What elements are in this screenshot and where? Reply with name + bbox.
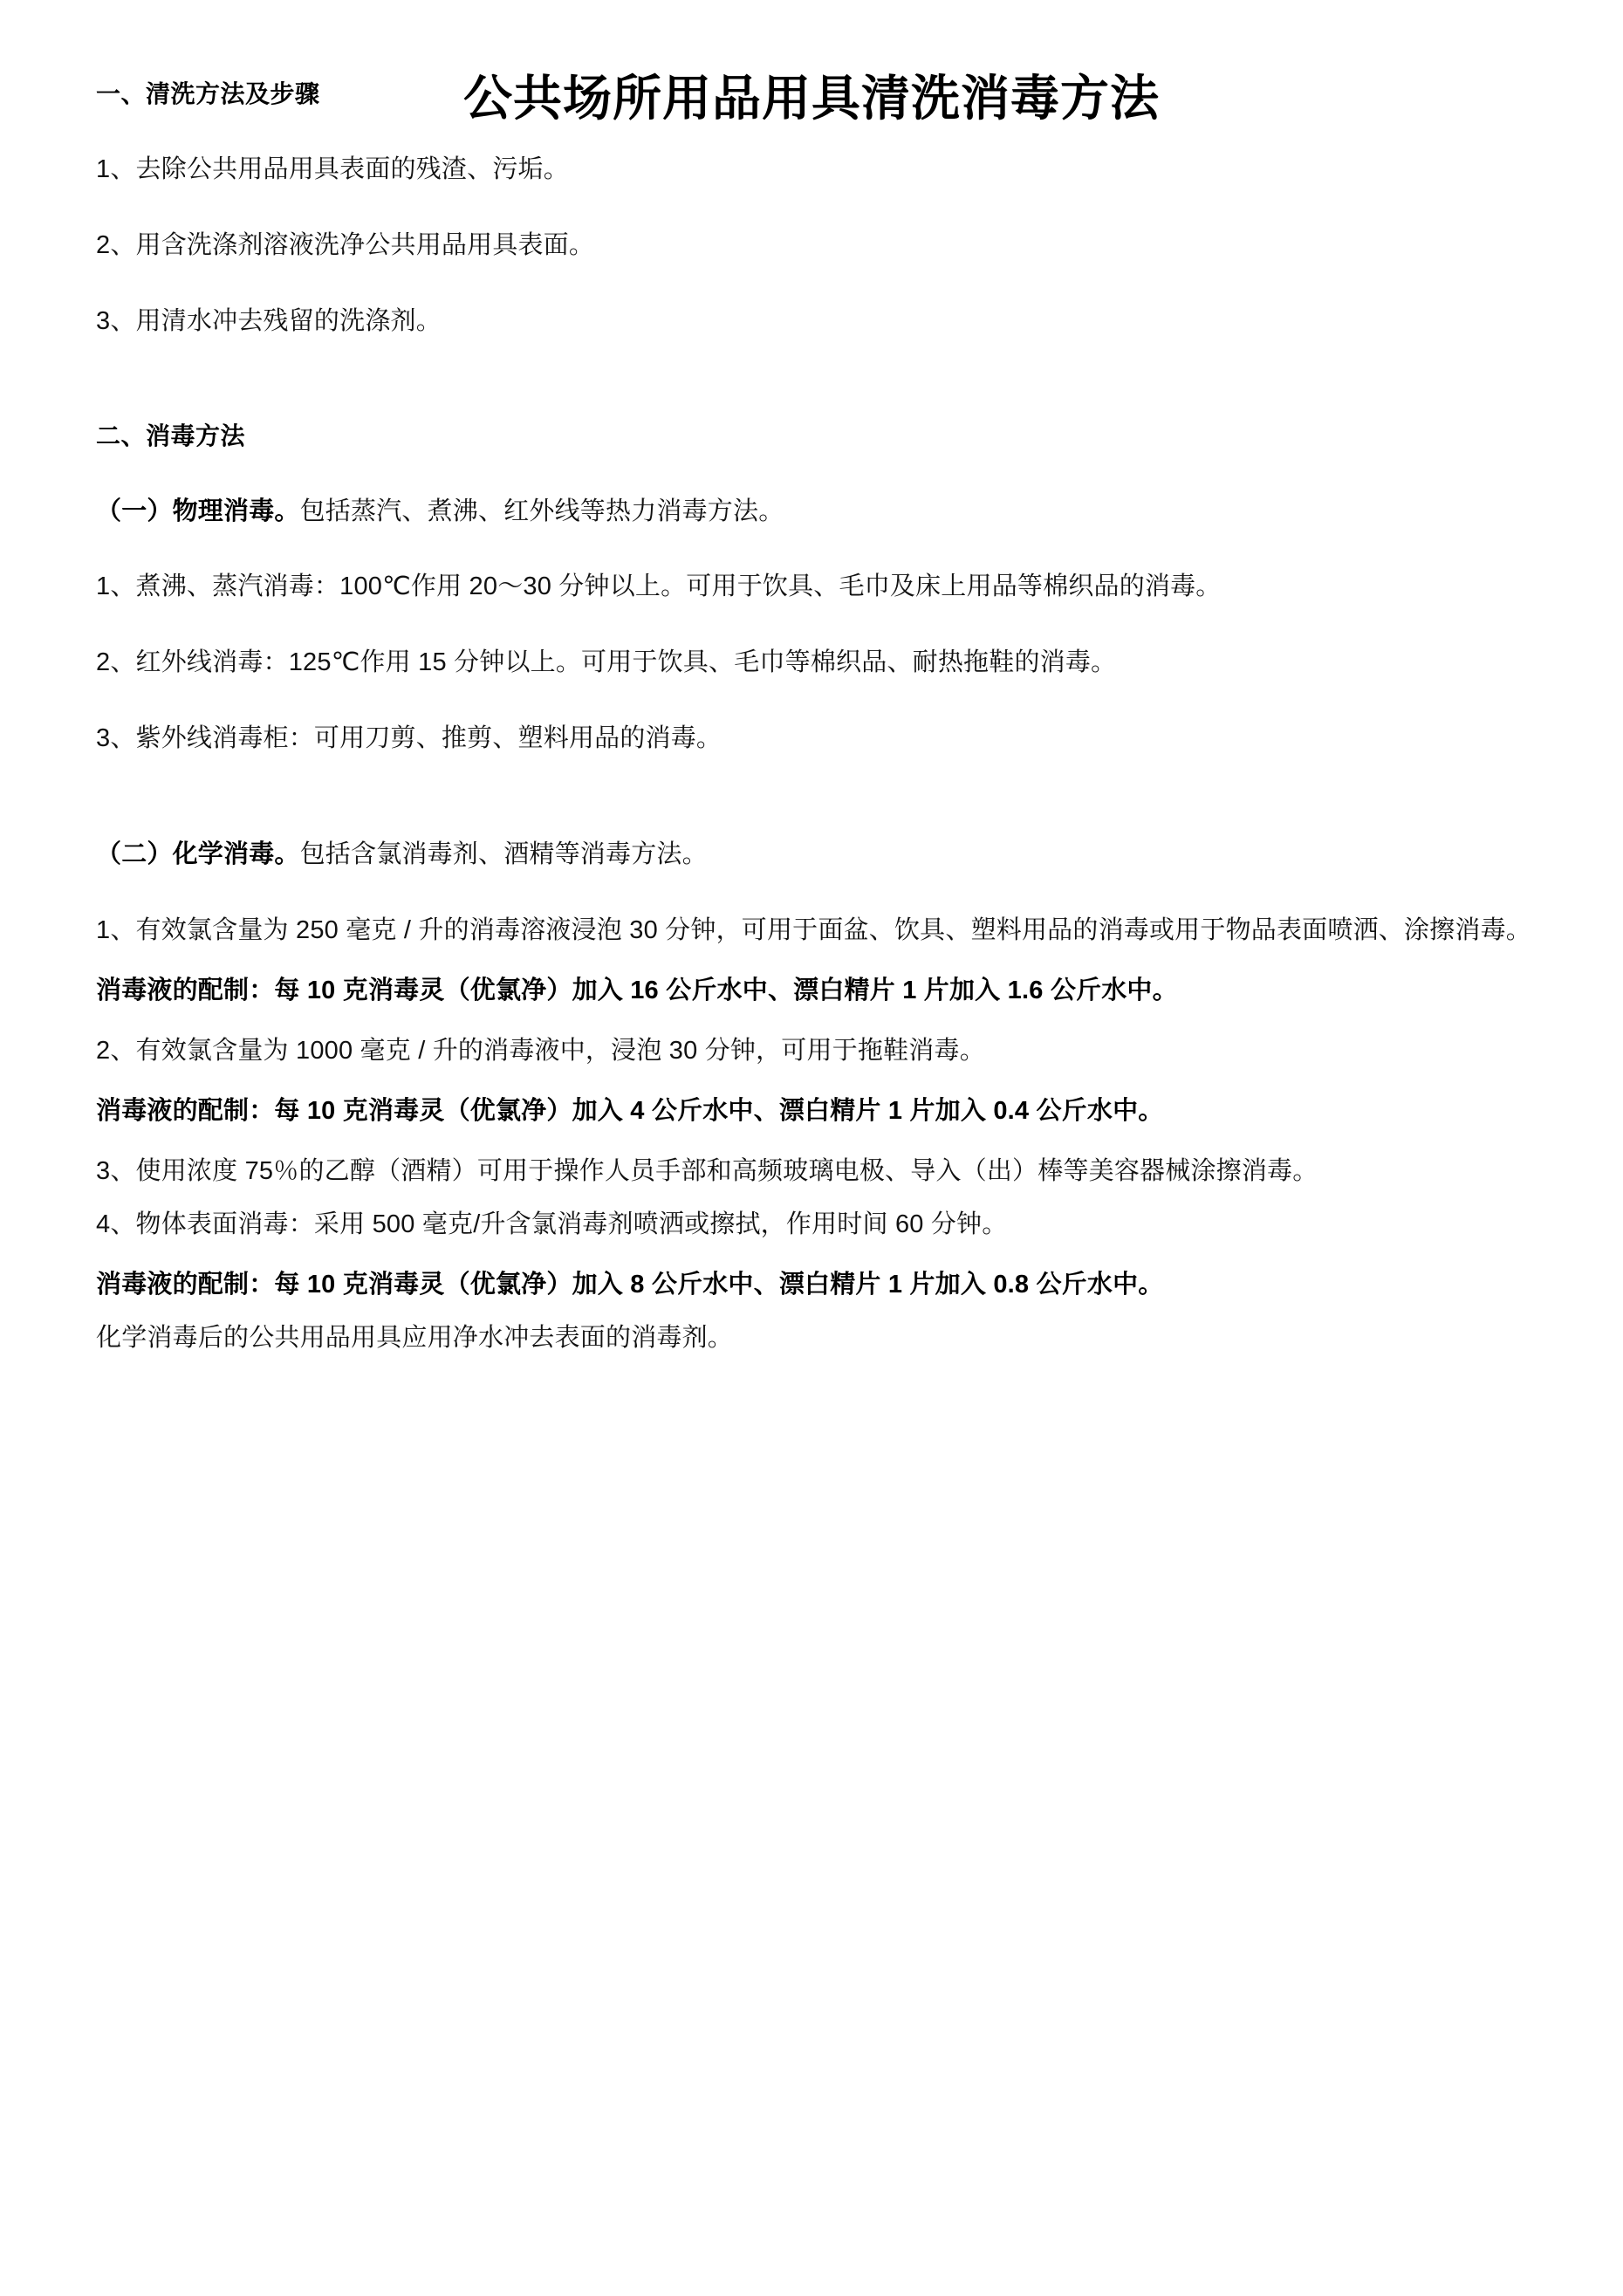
spacer: [96, 875, 1579, 910]
chemical-method-3: 3、使用浓度 75％的乙醇（酒精）可用于操作人员手部和高频玻璃电极、导入（出）棒等美容器械涂擦消毒。: [96, 1157, 1318, 1186]
spacer: [96, 951, 1579, 970]
spacer: [96, 456, 1579, 491]
subsection-chemical-disinfection: [96, 834, 1579, 875]
physical-method-1: 1、煮沸、蒸汽消毒：100℃作用 20～30 分钟以上。可用于饮具、毛巾及床上用品等棉织品的消毒。: [96, 572, 1222, 601]
spacer: [96, 342, 1579, 417]
solution-preparation-1: 消毒液的配制：每 10 克消毒灵（优氯净）加入 16 公斤水中、漂白精片 1 片加入 1.6 公斤水中。: [96, 977, 1178, 1005]
subsection-chemical-description: 包括含氯消毒剂、酒精等消毒方法。: [299, 840, 708, 869]
subsection-chemical-lead: （二）化学消毒。: [96, 840, 300, 869]
spacer: [96, 266, 1579, 301]
spacer: [96, 1245, 1579, 1265]
cleaning-step-2: 2、用含洗涤剂溶液洗净公共用品用具表面。: [96, 230, 595, 259]
chemical-method-1: 1、有效氯含量为 250 毫克 / 升的消毒溶液浸泡 30 分钟，可用于面盆、饮具、塑料用品的消毒或用于物品表面喷洒、涂擦消毒。: [96, 916, 1531, 945]
chemical-method-2: 2、有效氯含量为 1000 毫克 / 升的消毒液中，浸泡 30 分钟，可用于拖鞋消毒。: [96, 1037, 985, 1066]
spacer: [96, 1132, 1579, 1151]
spacer: [96, 1072, 1579, 1091]
solution-preparation-2: 消毒液的配制：每 10 克消毒灵（优氯净）加入 4 公斤水中、漂白精片 1 片加入 0.4 公斤水中。: [96, 1097, 1164, 1126]
cleaning-step-3: 3、用清水冲去残留的洗涤剂。: [96, 306, 442, 335]
spacer: [96, 1011, 1579, 1031]
document-body: [96, 0, 1579, 1359]
spacer: [96, 607, 1579, 642]
spacer: [96, 531, 1579, 566]
section-heading-cleaning: 一、清洗方法及步骤: [96, 80, 320, 107]
spacer: [96, 1306, 1579, 1318]
subsection-physical-lead: （一）物理消毒。: [96, 497, 300, 525]
spacer: [96, 0, 1579, 75]
spacer: [96, 1192, 1579, 1204]
spacer: [96, 114, 1579, 149]
subsection-physical-disinfection: [96, 491, 1579, 532]
section-heading-disinfection: 二、消毒方法: [96, 422, 246, 449]
physical-method-2: 2、红外线消毒：125℃作用 15 分钟以上。可用于饮具、毛巾等棉织品、耐热拖鞋的消毒。: [96, 648, 1117, 677]
page-title: 公共场所用品用具清洗消毒方法: [463, 71, 1160, 126]
cleaning-step-1: 1、去除公共用品用具表面的残渣、污垢。: [96, 154, 569, 183]
subsection-physical-description: 包括蒸汽、煮沸、红外线等热力消毒方法。: [299, 497, 784, 525]
physical-method-3: 3、紫外线消毒柜：可用刀剪、推剪、塑料用品的消毒。: [96, 724, 722, 753]
chemical-method-4: 4、物体表面消毒：采用 500 毫克/升含氯消毒剂喷洒或擦拭，作用时间 60 分钟。: [96, 1210, 1008, 1239]
closing-note: 化学消毒后的公共用品用具应用净水冲去表面的消毒剂。: [96, 1324, 734, 1353]
spacer: [96, 759, 1579, 834]
spacer: [96, 683, 1579, 718]
spacer: [96, 190, 1579, 225]
solution-preparation-3: 消毒液的配制：每 10 克消毒灵（优氯净）加入 8 公斤水中、漂白精片 1 片加入 0.8 公斤水中。: [96, 1271, 1164, 1299]
